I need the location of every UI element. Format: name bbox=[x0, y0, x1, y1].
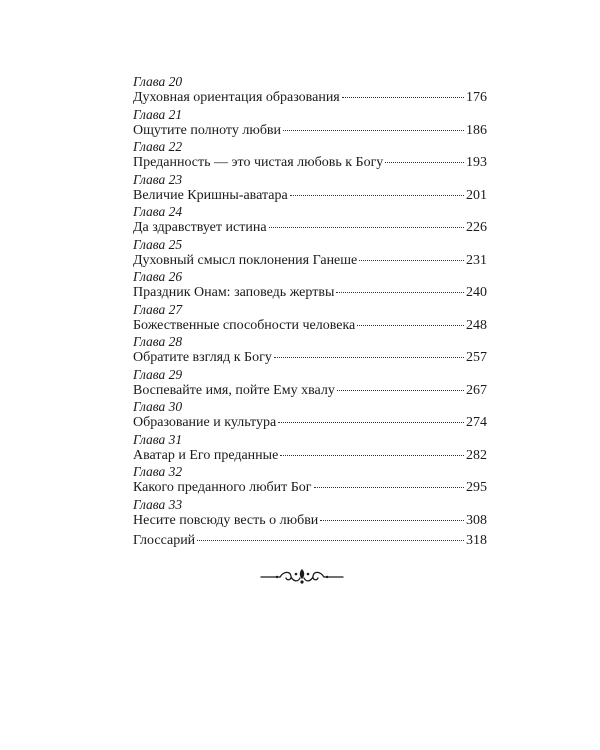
chapter-title: Духовный смысл поклонения Ганеше bbox=[133, 252, 358, 268]
toc-line bbox=[133, 512, 487, 529]
chapter-label: Глава 28 bbox=[133, 334, 183, 349]
page-number: 226 bbox=[466, 220, 487, 235]
toc-line bbox=[133, 349, 487, 366]
chapter-title: Обратите взгляд к Богу bbox=[133, 350, 272, 365]
chapter-title: Образование и культура bbox=[133, 415, 277, 430]
chapter-label: Глава 21 bbox=[133, 106, 183, 122]
toc-entry-30[interactable] bbox=[133, 399, 487, 432]
toc-line bbox=[133, 317, 487, 334]
dot-leader bbox=[269, 227, 464, 228]
dot-leader bbox=[283, 130, 464, 131]
dot-leader bbox=[320, 520, 464, 521]
chapter-title: Воспевайте имя, пойте Ему хвалу bbox=[133, 382, 335, 398]
chapter-label: Глава 24 bbox=[133, 204, 183, 219]
toc-line bbox=[133, 382, 487, 399]
toc-entry-glossary[interactable] bbox=[133, 532, 487, 549]
toc-entry-24[interactable] bbox=[133, 204, 487, 237]
dot-leader bbox=[290, 195, 464, 196]
chapter-title: Величие Кришны-аватара bbox=[133, 187, 288, 203]
toc-line bbox=[133, 532, 487, 549]
toc-entry-27[interactable] bbox=[133, 302, 487, 335]
glossary-title: Глоссарий bbox=[133, 533, 196, 548]
dot-leader bbox=[197, 540, 464, 541]
chapter-title: Божественные способности человека bbox=[133, 317, 356, 333]
chapter-title: Какого преданного любит Бог bbox=[133, 480, 312, 495]
chapter-label: Глава 31 bbox=[133, 431, 183, 447]
toc-entry-23[interactable] bbox=[133, 172, 487, 205]
toc-line bbox=[133, 122, 487, 139]
dot-leader bbox=[342, 97, 464, 98]
toc-line bbox=[133, 479, 487, 496]
toc-entry-31[interactable] bbox=[133, 432, 487, 465]
dot-leader bbox=[280, 455, 464, 456]
chapter-label: Глава 33 bbox=[133, 496, 183, 512]
toc-entry-32[interactable] bbox=[133, 464, 487, 497]
dot-leader bbox=[357, 325, 464, 326]
page-number: 193 bbox=[466, 155, 487, 170]
toc-entry-25[interactable] bbox=[133, 237, 487, 270]
toc-entry-26[interactable] bbox=[133, 269, 487, 302]
toc-entry-21[interactable] bbox=[133, 107, 487, 140]
page-number: 248 bbox=[466, 317, 487, 333]
chapter-label: Глава 29 bbox=[133, 366, 183, 382]
chapter-title: Несите повсюду весть о любви bbox=[133, 512, 319, 528]
dot-leader bbox=[336, 292, 464, 293]
chapter-title: Ощутите полноту любви bbox=[133, 122, 282, 138]
dot-leader bbox=[359, 260, 464, 261]
chapter-label: Глава 23 bbox=[133, 171, 183, 187]
toc-line bbox=[133, 284, 487, 301]
dot-leader bbox=[337, 390, 464, 391]
page-number: 267 bbox=[466, 382, 487, 398]
table-of-contents bbox=[133, 74, 487, 529]
floral-ornament-icon bbox=[260, 567, 344, 585]
chapter-label: Глава 25 bbox=[133, 236, 183, 252]
page-number: 186 bbox=[466, 122, 487, 138]
chapter-label: Глава 27 bbox=[133, 301, 183, 317]
dot-leader bbox=[278, 422, 464, 423]
toc-entry-33[interactable] bbox=[133, 497, 487, 530]
page-number: 295 bbox=[466, 480, 487, 495]
toc-line bbox=[133, 414, 487, 431]
page-number: 176 bbox=[466, 90, 487, 105]
toc-line bbox=[133, 89, 487, 106]
toc-line bbox=[133, 252, 487, 269]
toc-entry-29[interactable] bbox=[133, 367, 487, 400]
toc-line bbox=[133, 154, 487, 171]
page-number: 308 bbox=[466, 512, 487, 528]
toc-entry-28[interactable] bbox=[133, 334, 487, 367]
dot-leader bbox=[314, 487, 464, 488]
toc-line bbox=[133, 187, 487, 204]
chapter-label: Глава 22 bbox=[133, 139, 183, 154]
page-number: 318 bbox=[466, 533, 487, 548]
chapter-title: Преданность — это чистая любовь к Богу bbox=[133, 155, 384, 170]
toc-line bbox=[133, 219, 487, 236]
chapter-label: Глава 26 bbox=[133, 269, 183, 284]
page-number: 240 bbox=[466, 285, 487, 300]
chapter-title: Да здравствует истина bbox=[133, 220, 267, 235]
toc-entry-22[interactable] bbox=[133, 139, 487, 172]
page-number: 201 bbox=[466, 187, 487, 203]
chapter-label: Глава 20 bbox=[133, 74, 183, 89]
chapter-title: Духовная ориентация образования bbox=[133, 90, 340, 105]
toc-entry-20[interactable] bbox=[133, 74, 487, 107]
dot-leader bbox=[385, 162, 464, 163]
chapter-title: Праздник Онам: заповедь жертвы bbox=[133, 285, 335, 300]
chapter-label: Глава 30 bbox=[133, 399, 183, 414]
page-number: 274 bbox=[466, 415, 487, 430]
page-number: 282 bbox=[466, 447, 487, 463]
toc-line bbox=[133, 447, 487, 464]
dot-leader bbox=[274, 357, 464, 358]
page-number: 257 bbox=[466, 350, 487, 365]
chapter-label: Глава 32 bbox=[133, 464, 183, 479]
page-number: 231 bbox=[466, 252, 487, 268]
chapter-title: Аватар и Его преданные bbox=[133, 447, 279, 463]
